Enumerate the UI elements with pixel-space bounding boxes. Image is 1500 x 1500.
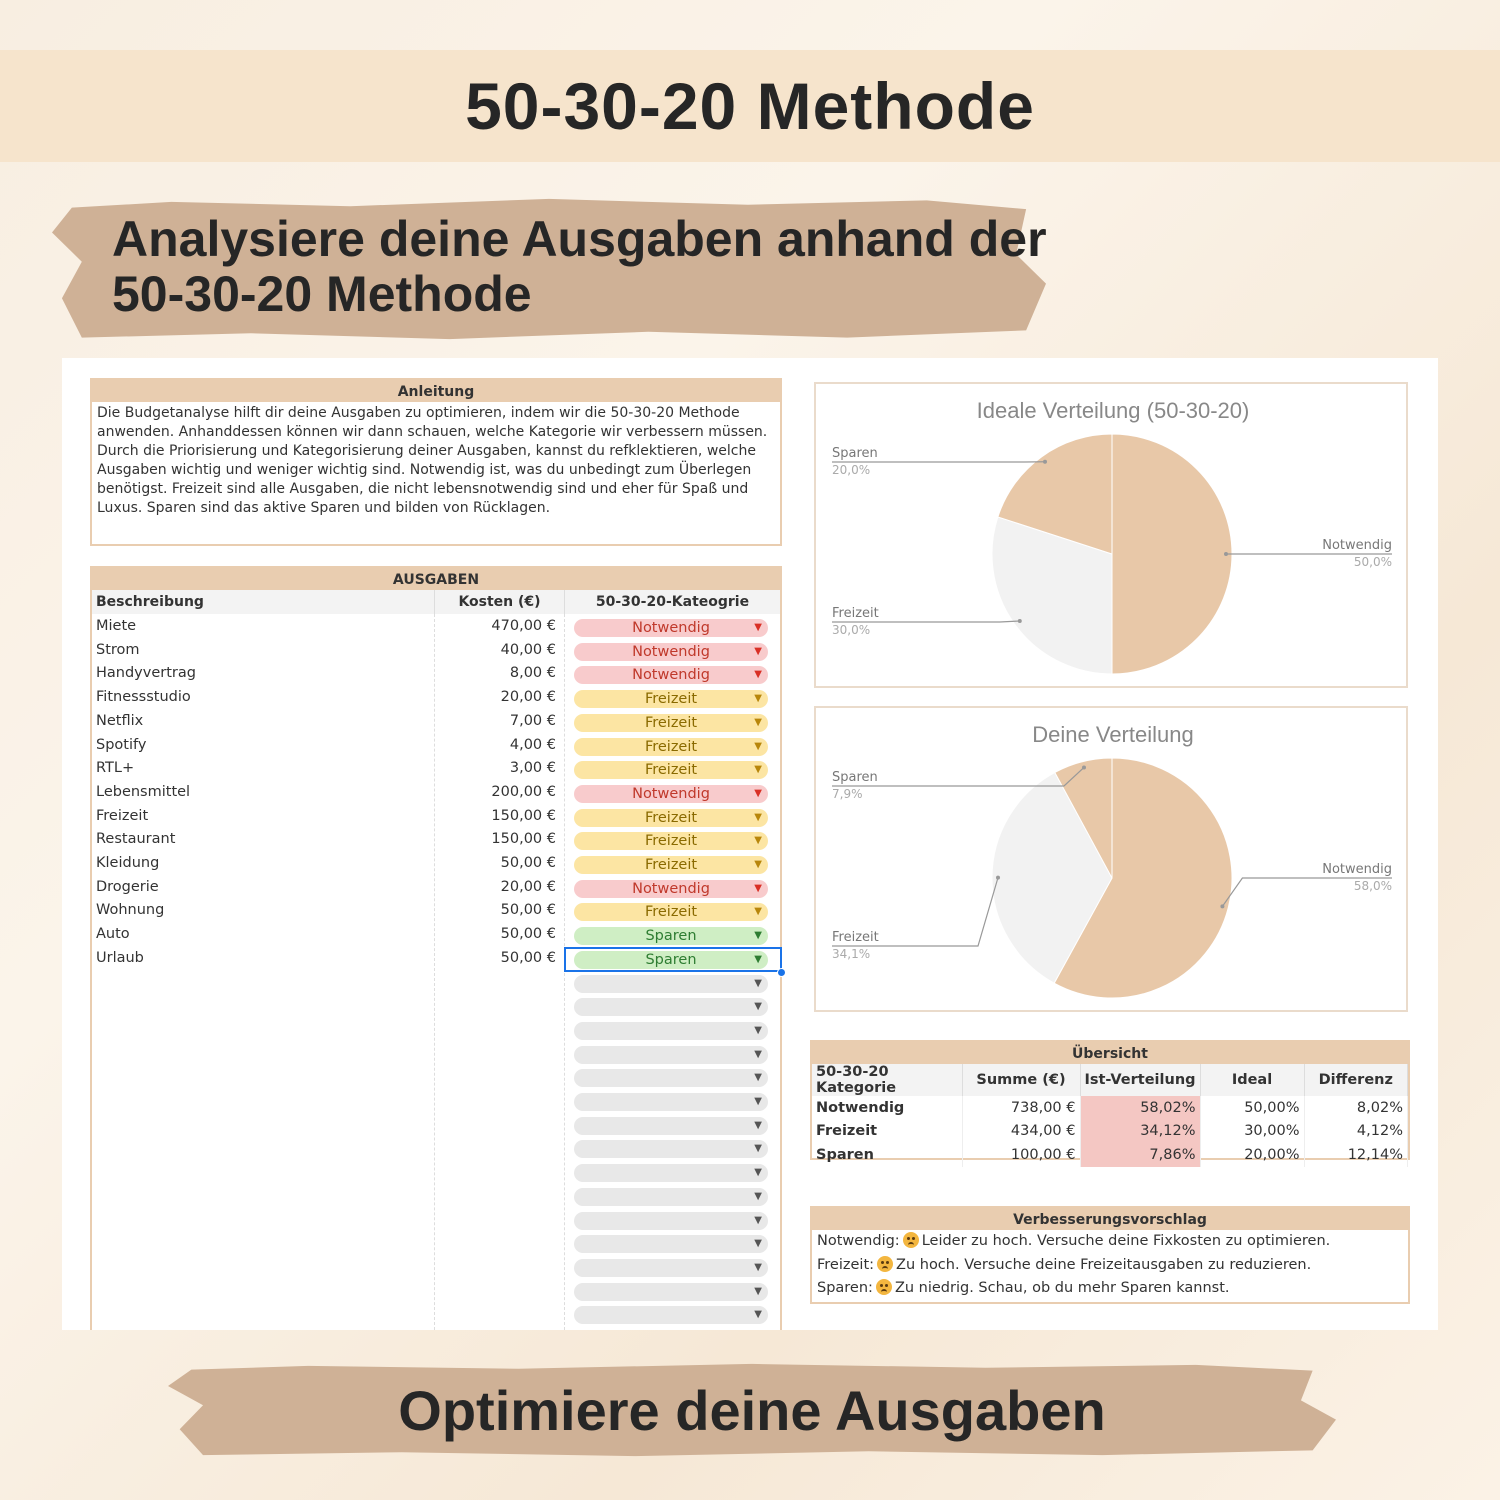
category-value: Notwendig (632, 785, 710, 802)
table-row[interactable] (92, 663, 780, 687)
table-row[interactable] (812, 1096, 1408, 1120)
expense-description[interactable]: Strom (96, 641, 140, 658)
top-banner (0, 50, 1500, 162)
table-row[interactable] (92, 1232, 780, 1256)
label-leader-dot (996, 876, 1000, 880)
slice-percent: 20,0% (832, 463, 871, 477)
category-dropdown[interactable] (574, 690, 768, 708)
expense-description[interactable]: Miete (96, 618, 137, 634)
table-row[interactable] (92, 711, 780, 735)
table-row[interactable] (92, 995, 780, 1019)
uebersicht-table (810, 1040, 1410, 1163)
chevron-down-icon: ▼ (754, 1001, 762, 1013)
verbesserung-title: Verbesserungsvorschlag (812, 1208, 1408, 1230)
ue-cell[interactable]: 50,00% (1200, 1096, 1304, 1120)
category-dropdown[interactable] (574, 619, 768, 637)
footer-title: Optimiere deine Ausgaben (398, 1378, 1106, 1442)
category-dropdown[interactable] (574, 975, 768, 993)
chevron-down-icon: ▼ (754, 1119, 762, 1131)
category-dropdown[interactable] (574, 1164, 768, 1182)
chevron-down-icon: ▼ (754, 764, 762, 776)
subtitle-line-1: Analysiere deine Ausgaben anhand der (112, 211, 1047, 267)
category-value: Freizeit (644, 691, 698, 708)
ue-cell[interactable]: Freizeit (812, 1120, 962, 1144)
col-header-kategorie[interactable]: 50-30-20-Kateogrie (564, 590, 780, 614)
chevron-down-icon: ▼ (754, 859, 762, 870)
pie-slice-notwendig[interactable] (1112, 434, 1232, 674)
table-row[interactable] (92, 1019, 780, 1043)
expense-cost[interactable]: 470,00 € (491, 618, 556, 634)
expense-description[interactable]: Netflix (96, 712, 144, 729)
expense-description[interactable]: Fitnessstudio (96, 689, 191, 706)
chevron-down-icon: ▼ (754, 811, 762, 823)
expense-cost[interactable]: 40,00 € (500, 641, 556, 658)
chevron-down-icon: ▼ (754, 622, 762, 633)
category-value: Notwendig (632, 667, 710, 684)
chevron-down-icon: ▼ (754, 906, 762, 918)
category-dropdown[interactable] (574, 738, 768, 756)
chevron-down-icon: ▼ (754, 1048, 762, 1060)
expense-description[interactable]: RTL+ (96, 760, 135, 777)
label-leader-dot (1082, 765, 1086, 769)
ausgaben-title: AUSGABEN (92, 568, 780, 590)
table-row[interactable] (92, 1256, 780, 1280)
category-dropdown[interactable] (574, 903, 768, 921)
table-row[interactable] (92, 1114, 780, 1138)
category-dropdown[interactable] (574, 1188, 768, 1206)
table-row[interactable] (92, 1137, 780, 1161)
category-dropdown[interactable] (574, 643, 768, 661)
label-leader-dot (1220, 904, 1224, 908)
verbesserung-line (812, 1254, 1408, 1278)
uebersicht-title: Übersicht (812, 1042, 1408, 1064)
ue-col-summe[interactable]: Summe (€) (962, 1064, 1080, 1096)
ue-col-kategorie[interactable]: 50-30-20 Kategorie (812, 1064, 962, 1096)
category-dropdown[interactable] (574, 856, 768, 874)
chevron-down-icon: ▼ (754, 1190, 762, 1202)
worried-face-icon (903, 1232, 919, 1248)
expense-description[interactable]: Handyvertrag (96, 665, 196, 682)
category-dropdown[interactable] (574, 761, 768, 779)
chevron-down-icon: ▼ (754, 1024, 762, 1036)
slice-label: Sparen (832, 446, 878, 461)
category-dropdown[interactable] (574, 1306, 768, 1324)
expense-cost[interactable]: 20,00 € (500, 689, 556, 706)
table-row[interactable] (92, 687, 780, 711)
table-row[interactable] (92, 900, 780, 924)
ue-col-ist[interactable]: Ist-Verteilung (1080, 1064, 1200, 1096)
chevron-down-icon: ▼ (754, 1261, 762, 1273)
slice-percent: 7,9% (832, 787, 863, 801)
worried-face-icon (876, 1279, 892, 1295)
category-dropdown[interactable] (574, 714, 768, 732)
table-row[interactable] (92, 1043, 780, 1067)
category-dropdown[interactable] (574, 1046, 768, 1064)
category-dropdown[interactable] (574, 785, 768, 803)
slice-label: Notwendig (1322, 862, 1392, 877)
chevron-down-icon: ▼ (754, 645, 762, 657)
category-dropdown[interactable] (574, 927, 768, 945)
expense-description[interactable]: Urlaub (96, 949, 144, 966)
anleitung-title: Anleitung (92, 380, 780, 402)
expense-description[interactable]: Freizeit (96, 807, 149, 824)
expense-description[interactable]: Kleidung (96, 855, 160, 871)
category-dropdown[interactable] (574, 1259, 768, 1277)
category-dropdown[interactable] (574, 832, 768, 850)
category-value: Freizeit (644, 833, 698, 850)
chevron-down-icon: ▼ (754, 716, 762, 728)
verbesserung-line (812, 1277, 1408, 1301)
chevron-down-icon: ▼ (754, 740, 762, 752)
selected-cell[interactable] (564, 947, 782, 973)
category-dropdown[interactable] (574, 1283, 768, 1301)
expense-description[interactable]: Lebensmittel (96, 783, 191, 800)
expense-cost[interactable]: 50,00 € (500, 855, 556, 871)
expense-cost[interactable]: 50,00 € (500, 949, 556, 966)
expense-cost[interactable]: 3,00 € (509, 760, 556, 777)
ue-col-ideal[interactable]: Ideal (1200, 1064, 1304, 1096)
ue-cell[interactable]: 7,86% (1080, 1143, 1200, 1167)
ue-cell[interactable]: 434,00 € (962, 1120, 1080, 1144)
ue-cell[interactable]: 20,00% (1200, 1143, 1304, 1167)
category-value: Freizeit (644, 904, 698, 921)
chevron-down-icon: ▼ (754, 1214, 762, 1226)
category-dropdown[interactable] (574, 1212, 768, 1230)
chevron-down-icon: ▼ (754, 1309, 762, 1321)
category-dropdown[interactable] (574, 880, 768, 898)
verb-text: Zu niedrig. Schau, ob du mehr Sparen kannst. (894, 1280, 1230, 1296)
slice-percent: 50,0% (1353, 555, 1392, 569)
table-row[interactable] (812, 1143, 1408, 1167)
table-row[interactable] (92, 1090, 780, 1114)
table-row[interactable] (92, 616, 780, 640)
ue-cell[interactable]: 58,02% (1080, 1096, 1200, 1120)
ue-col-differenz[interactable]: Differenz (1304, 1064, 1408, 1096)
expense-cost[interactable]: 20,00 € (500, 878, 556, 895)
table-row[interactable] (92, 924, 780, 948)
fill-handle[interactable] (777, 968, 786, 977)
table-row[interactable] (92, 972, 780, 996)
expense-description[interactable]: Wohnung (96, 902, 165, 919)
slice-label: Sparen (832, 770, 878, 785)
expense-cost[interactable]: 50,00 € (500, 902, 556, 919)
category-dropdown[interactable] (574, 1093, 768, 1111)
chevron-down-icon: ▼ (754, 693, 762, 705)
category-value: Notwendig (632, 620, 710, 636)
ue-cell[interactable]: 34,12% (1080, 1120, 1200, 1144)
category-value: Sparen (645, 951, 697, 968)
table-row[interactable] (92, 853, 780, 877)
chevron-down-icon: ▼ (754, 835, 762, 847)
table-row[interactable] (92, 735, 780, 759)
slice-percent: 58,0% (1353, 879, 1392, 893)
label-leader-line (832, 621, 1020, 622)
col-header-beschreibung[interactable]: Beschreibung (96, 594, 204, 610)
slice-percent: 30,0% (832, 623, 871, 637)
verbesserung-line (812, 1230, 1408, 1254)
subtitle-line-2: 50-30-20 Methode (112, 266, 532, 322)
table-row[interactable] (812, 1120, 1408, 1144)
category-dropdown[interactable] (574, 809, 768, 827)
ausgaben-header-row (92, 590, 780, 614)
table-row[interactable] (92, 1161, 780, 1185)
expense-description[interactable]: Drogerie (96, 878, 159, 895)
chevron-down-icon: ▼ (754, 1096, 762, 1107)
ue-cell[interactable]: Notwendig (812, 1096, 962, 1120)
ue-cell[interactable]: 100,00 € (962, 1143, 1080, 1167)
ue-cell[interactable]: 4,12% (1304, 1120, 1408, 1144)
ideal-chart (814, 382, 1408, 688)
category-dropdown[interactable] (574, 1140, 768, 1158)
category-value: Freizeit (644, 857, 698, 873)
ue-cell[interactable]: 12,14% (1304, 1143, 1408, 1167)
expense-cost[interactable]: 50,00 € (500, 926, 556, 943)
table-row[interactable] (92, 782, 780, 806)
table-row[interactable] (92, 640, 780, 664)
category-value: Freizeit (644, 809, 698, 826)
chevron-down-icon: ▼ (754, 1285, 762, 1297)
category-dropdown[interactable] (574, 1117, 768, 1135)
verb-label: Sparen: (817, 1280, 873, 1296)
label-leader-dot (1224, 552, 1228, 556)
expense-description[interactable]: Restaurant (96, 831, 176, 848)
table-row[interactable] (92, 1209, 780, 1233)
verb-text: Leider zu hoch. Versuche deine Fixkosten zu optimieren. (921, 1233, 1331, 1249)
category-dropdown[interactable] (574, 666, 768, 684)
ausgaben-table (90, 566, 782, 1330)
anleitung-text: Die Budgetanalyse hilft dir deine Ausgaben zu optimieren, indem wir die 50-30-20 Methode anwenden. Anhanddessen können wir dann schauen, welche Kategorie wir verbessern müssen. Durch die Priorisierung und Kategorisierung deiner Ausgaben, kannst du refklektieren, welche Ausgaben wichtig und weniger wichtig sind. Notwendig ist, was du unbedingt zum Überlegen benötigst. Freizeit sind alle Ausgaben, die nicht lebensnotwendig sind und eher für Spaß und Luxus. Sparen sind das aktive Sparen und bilden von Rücklagen. (97, 405, 768, 516)
chevron-down-icon: ▼ (754, 1072, 762, 1084)
slice-percent: 34,1% (832, 947, 871, 961)
ue-cell[interactable]: Sparen (812, 1143, 962, 1167)
chevron-down-icon: ▼ (754, 1238, 762, 1250)
expense-cost[interactable]: 150,00 € (491, 831, 556, 848)
category-value: Sparen (645, 928, 697, 945)
expense-cost[interactable]: 8,00 € (509, 665, 556, 682)
expense-description[interactable]: Spotify (96, 736, 147, 753)
slice-label: Notwendig (1322, 538, 1392, 553)
chevron-down-icon: ▼ (754, 882, 762, 894)
label-leader-dot (1043, 460, 1047, 464)
table-row[interactable] (92, 1280, 780, 1304)
chevron-down-icon: ▼ (754, 1167, 762, 1179)
table-row[interactable] (92, 758, 780, 782)
chart-title: Ideale Verteilung (50-30-20) (976, 398, 1250, 423)
table-row[interactable] (92, 1185, 780, 1209)
category-value: Freizeit (644, 762, 698, 779)
worried-face-icon (877, 1256, 893, 1272)
table-row[interactable] (92, 1303, 780, 1327)
expense-cost[interactable]: 7,00 € (509, 712, 556, 729)
category-value: Freizeit (644, 714, 698, 731)
chart-title: Deine Verteilung (1032, 722, 1194, 747)
category-dropdown[interactable] (574, 1022, 768, 1040)
chevron-down-icon: ▼ (754, 930, 762, 942)
category-dropdown[interactable] (574, 1069, 768, 1087)
deine-pie-svg (816, 708, 1410, 1014)
table-row[interactable] (92, 877, 780, 901)
table-row[interactable] (92, 806, 780, 830)
uebersicht-grid (812, 1064, 1408, 1167)
anleitung-box (90, 378, 782, 546)
label-leader-dot (1018, 619, 1022, 623)
ue-cell[interactable]: 8,02% (1304, 1096, 1408, 1120)
category-dropdown[interactable] (574, 1235, 768, 1253)
chevron-down-icon: ▼ (754, 953, 762, 965)
subtitle (112, 212, 1047, 322)
verbesserung-box (810, 1206, 1410, 1304)
page-title: 50-30-20 Methode (465, 69, 1035, 143)
ue-cell[interactable]: 30,00% (1200, 1120, 1304, 1144)
chevron-down-icon: ▼ (754, 977, 762, 989)
deine-chart (814, 706, 1408, 1012)
col-header-kosten[interactable]: Kosten (€) (434, 590, 564, 614)
verb-label: Freizeit: (817, 1256, 875, 1273)
table-row[interactable] (92, 829, 780, 853)
expense-cost[interactable]: 4,00 € (509, 736, 556, 753)
chevron-down-icon: ▼ (754, 669, 762, 681)
category-value: Notwendig (632, 880, 710, 897)
verb-text: Zu hoch. Versuche deine Freizeitausgaben zu reduzieren. (896, 1256, 1312, 1273)
category-value: Notwendig (632, 643, 710, 660)
category-dropdown[interactable] (574, 998, 768, 1016)
spreadsheet (62, 358, 1438, 1330)
category-value: Freizeit (644, 738, 698, 755)
table-row[interactable] (92, 1066, 780, 1090)
verb-label: Notwendig: (817, 1233, 900, 1249)
expense-cost[interactable]: 200,00 € (491, 783, 556, 800)
ue-cell[interactable]: 738,00 € (962, 1096, 1080, 1120)
expense-cost[interactable]: 150,00 € (491, 807, 556, 824)
slice-label: Freizeit (832, 606, 879, 621)
slice-label: Freizeit (832, 930, 879, 945)
expense-description[interactable]: Auto (96, 926, 130, 943)
ideal-pie-svg (816, 384, 1410, 690)
chevron-down-icon: ▼ (754, 1143, 762, 1155)
chevron-down-icon: ▼ (754, 787, 762, 799)
